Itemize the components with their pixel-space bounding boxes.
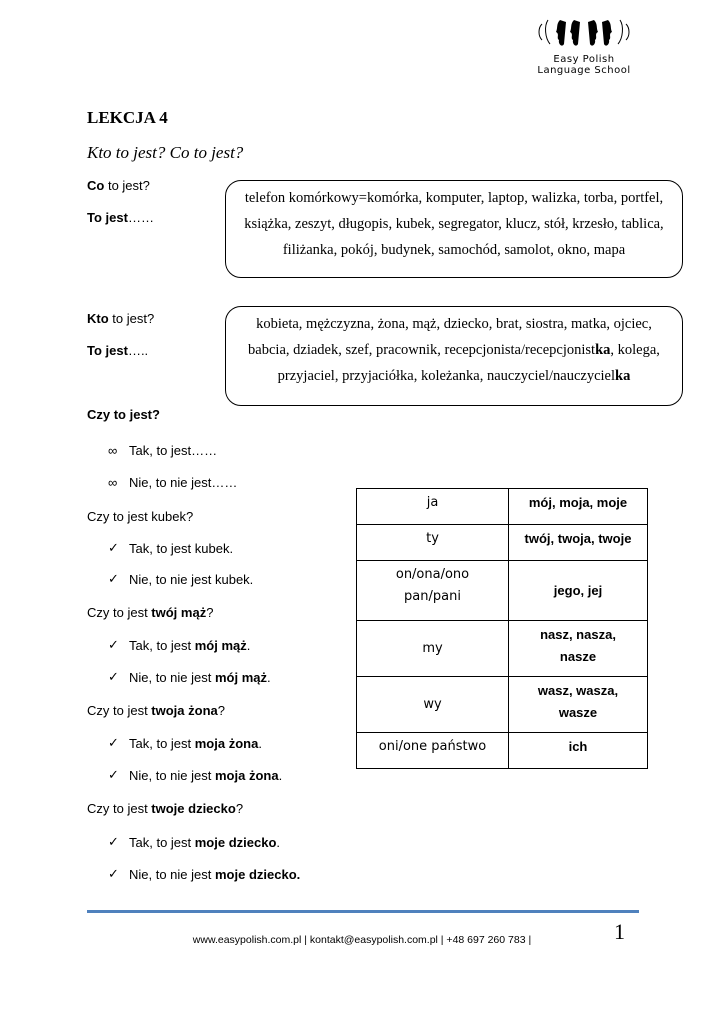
- to-jest-line-1: [87, 210, 154, 225]
- table-row: [357, 489, 648, 525]
- a-kubek-tak: Tak, to jest kubek.: [129, 541, 234, 556]
- a-zona-nie-pre: Nie, to nie jest: [129, 768, 215, 783]
- a-maz-nie-bold: mój mąż: [215, 670, 268, 685]
- logo-text-line1: Easy Polish: [553, 54, 615, 65]
- table-cell-pronoun: ja: [357, 489, 509, 525]
- table-cell-pronoun: [357, 561, 509, 621]
- to-jest-bold-1: To jest: [87, 210, 128, 225]
- vocab-people-part2: , kolega, przyjaciel, przyjaciółka, koleżanka, nauczyciel/nauczyciel: [277, 342, 660, 384]
- co-question-rest: to jest?: [104, 178, 150, 193]
- a-dziecko-tak: [129, 835, 280, 850]
- q-zona-pre: Czy to jest: [87, 703, 152, 718]
- check-icon: ✓: [108, 767, 119, 782]
- infinity-icon: ∞: [108, 475, 118, 490]
- tak-generic: Tak, to jest……: [129, 443, 218, 458]
- table-cell-possessive-line1: wasz, wasza,: [537, 683, 619, 698]
- q-dziecko-bold: twoje dziecko: [151, 801, 236, 816]
- table-cell-pronoun-line1: on/ona/ono: [395, 567, 470, 582]
- check-icon: ✓: [108, 834, 119, 849]
- q-maz-pre: Czy to jest: [87, 605, 152, 620]
- a-dziecko-tak-post: .: [276, 835, 281, 850]
- logo-faces-icon: [534, 14, 634, 56]
- a-zona-tak-pre: Tak, to jest: [129, 736, 195, 751]
- a-maz-tak-post: .: [246, 638, 251, 653]
- footer-divider: [87, 910, 639, 913]
- table-row: [357, 561, 648, 621]
- a-dziecko-tak-bold: moje dziecko: [194, 835, 277, 850]
- check-icon: ✓: [108, 540, 119, 555]
- table-cell-possessive: [509, 677, 648, 733]
- a-zona-nie: [129, 768, 282, 783]
- table-cell-pronoun: wy: [357, 677, 509, 733]
- table-cell-possessive: [509, 621, 648, 677]
- a-zona-nie-post: .: [278, 768, 283, 783]
- table-cell-pronoun: my: [357, 621, 509, 677]
- table-cell-possessive: ich: [509, 733, 648, 769]
- q-maz: [87, 605, 213, 620]
- page-number: 1: [614, 919, 625, 944]
- vocab-box-people: [225, 306, 683, 406]
- a-zona-nie-bold: moja żona: [215, 768, 279, 783]
- kto-question-rest: to jest?: [108, 311, 155, 326]
- q-kubek: Czy to jest kubek?: [87, 509, 194, 524]
- a-kubek-nie: Nie, to nie jest kubek.: [129, 572, 254, 587]
- table-cell-possessive: mój, moja, moje: [509, 489, 648, 525]
- a-dziecko-nie: [129, 867, 300, 882]
- a-zona-tak-post: .: [258, 736, 262, 751]
- table-cell-possessive: twój, twoja, twoje: [509, 525, 648, 561]
- q-dziecko-pre: Czy to jest: [87, 801, 152, 816]
- q-zona-post: ?: [217, 703, 225, 718]
- logo-text-line2: Language School: [537, 65, 631, 76]
- vocab-box-things: telefon komórkowy=komórka, komputer, laptop, walizka, torba, portfel, książka, zeszyt, długopis, kubek, segregator, klucz, stół, krzesło, tablica, filiżanka, pokój, budynek, samochód, samolot, okno, mapa: [225, 180, 683, 278]
- q-maz-post: ?: [206, 605, 214, 620]
- a-maz-nie-pre: Nie, to nie jest: [129, 670, 215, 685]
- to-jest-bold-2: To jest: [87, 343, 128, 358]
- to-jest-line-2: [87, 343, 148, 358]
- co-question: [87, 178, 150, 193]
- check-icon: ✓: [108, 866, 119, 881]
- a-maz-tak-pre: Tak, to jest: [129, 638, 195, 653]
- table-cell-possessive-line2: nasze: [559, 649, 597, 664]
- logo: [534, 14, 634, 56]
- infinity-icon: ∞: [108, 443, 118, 458]
- a-dziecko-nie-bold: moje dziecko.: [215, 867, 301, 882]
- footer-contact: www.easypolish.com.pl | kontakt@easypolish.com.pl | +48 697 260 783 |: [192, 934, 532, 946]
- table-row: [357, 733, 648, 769]
- a-zona-tak-bold: moja żona: [194, 736, 259, 751]
- a-maz-tak-bold: mój mąż: [194, 638, 247, 653]
- nie-generic: Nie, to nie jest……: [129, 475, 238, 490]
- a-dziecko-tak-pre: Tak, to jest: [129, 835, 195, 850]
- a-zona-tak: [129, 736, 262, 751]
- check-icon: ✓: [108, 735, 119, 750]
- table-cell-possessive-line2: wasze: [558, 705, 598, 720]
- a-maz-nie: [129, 670, 271, 685]
- vocab-people-bold1: ka: [595, 342, 611, 358]
- page-title: LEKCJA 4: [87, 108, 168, 127]
- table-row: [357, 677, 648, 733]
- table-row: [357, 525, 648, 561]
- to-jest-rest-2: …..: [127, 343, 149, 358]
- a-dziecko-nie-pre: Nie, to nie jest: [129, 867, 215, 882]
- table-row: [357, 621, 648, 677]
- table-cell-pronoun: ty: [357, 525, 509, 561]
- check-icon: ✓: [108, 571, 119, 586]
- q-dziecko-post: ?: [235, 801, 244, 816]
- vocab-people-part1: kobieta, mężczyzna, żona, mąż, dziecko, brat, siostra, matka, ojciec, babcia, dziadek, szef, pracownik, recepcjonista/recepcjonist: [248, 316, 652, 358]
- q-zona-bold: twoja żona: [151, 703, 218, 718]
- page-subtitle: Kto to jest? Co to jest?: [87, 143, 244, 162]
- kto-question: [87, 311, 154, 326]
- table-cell-possessive-line1: nasz, nasza,: [540, 627, 616, 642]
- q-dziecko: [87, 801, 243, 816]
- a-maz-tak: [129, 638, 250, 653]
- q-zona: [87, 703, 225, 718]
- check-icon: ✓: [108, 669, 119, 684]
- to-jest-rest-1: ……: [127, 210, 154, 225]
- check-icon: ✓: [108, 637, 119, 652]
- kto-question-bold: Kto: [87, 311, 109, 326]
- table-cell-possessive: jego, jej: [509, 561, 648, 621]
- q-maz-bold: twój mąż: [151, 605, 207, 620]
- table-cell-pronoun: oni/one państwo: [357, 733, 509, 769]
- vocab-people-bold2: ka: [615, 368, 631, 384]
- co-question-bold: Co: [87, 178, 105, 193]
- table-cell-pronoun-line2: pan/pani: [404, 589, 461, 604]
- pronoun-table: [356, 488, 648, 769]
- a-maz-nie-post: .: [267, 670, 271, 685]
- czy-heading: Czy to jest?: [87, 407, 160, 422]
